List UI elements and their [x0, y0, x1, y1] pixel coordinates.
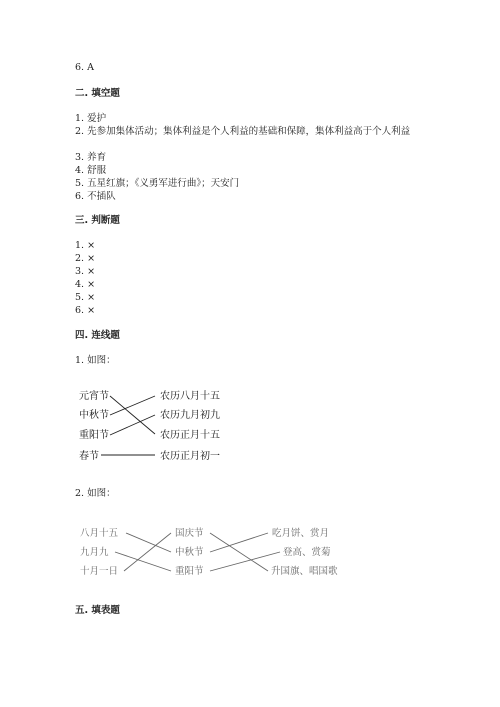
section-2-item: 3. 养育: [75, 152, 107, 163]
section-4-title: 四. 连线题: [75, 330, 120, 341]
section-2-title: 二. 填空题: [75, 88, 120, 99]
section-3-item: 6. ×: [75, 305, 96, 316]
section-2-item: 4. 舒服: [75, 165, 107, 176]
connector-line: [124, 533, 171, 571]
section-3-title: 三. 判断题: [75, 215, 120, 226]
connector-line: [115, 552, 171, 571]
diagram2-right-item: 登高、赏菊: [283, 547, 331, 558]
section-3-item: 3. ×: [75, 266, 96, 277]
section-2-item: 1. 爱护: [75, 113, 107, 124]
diagram1-right-item: 农历九月初九: [160, 410, 220, 421]
section-3-item: 4. ×: [75, 279, 96, 290]
diagram2-right-item: 升国旗、唱国歌: [271, 566, 338, 577]
diagram2-middle-item: 重阳节: [175, 566, 204, 577]
diagram2-left-item: 九月九: [80, 547, 109, 558]
diagram2-middle-item: 中秋节: [175, 547, 204, 558]
diagram1-right-item: 农历正月十五: [160, 430, 220, 441]
section-3-item: 5. ×: [75, 292, 96, 303]
diagram1-left-item: 中秋节: [79, 410, 109, 421]
diagram1-left-item: 春节: [79, 451, 99, 462]
diagram1-right-item: 农历八月十五: [160, 391, 220, 402]
q2-label: 2. 如图：: [75, 488, 116, 499]
connector-line: [210, 533, 268, 552]
diagram1-left-item: 重阳节: [79, 430, 109, 441]
section-2-item: 5. 五星红旗；《义勇军进行曲》；天安门: [75, 178, 240, 189]
diagram2-right-item: 吃月饼、赏月: [272, 528, 330, 539]
section-2-item: 6. 不插队: [75, 191, 116, 202]
connector-line: [210, 533, 268, 571]
diagram1-right-item: 农历正月初一: [160, 451, 220, 462]
connector-line: [210, 552, 280, 571]
connector-line: [126, 533, 171, 552]
section-5-title: 五. 填表题: [75, 605, 120, 616]
section-3-item: 2. ×: [75, 253, 96, 264]
diagram1-left-item: 元宵节: [79, 391, 109, 402]
section-2-item: 2. 先参加集体活动；集体利益是个人利益的基础和保障，集体利益高于个人利益: [75, 126, 411, 137]
diagram2-left-item: 八月十五: [80, 528, 119, 539]
diagram2-middle-item: 国庆节: [175, 528, 204, 539]
top-answer: 6. A: [75, 62, 94, 73]
q1-label: 1. 如图：: [75, 355, 116, 366]
diagram2-left-item: 十月一日: [80, 566, 119, 577]
section-3-item: 1. ×: [75, 240, 96, 251]
